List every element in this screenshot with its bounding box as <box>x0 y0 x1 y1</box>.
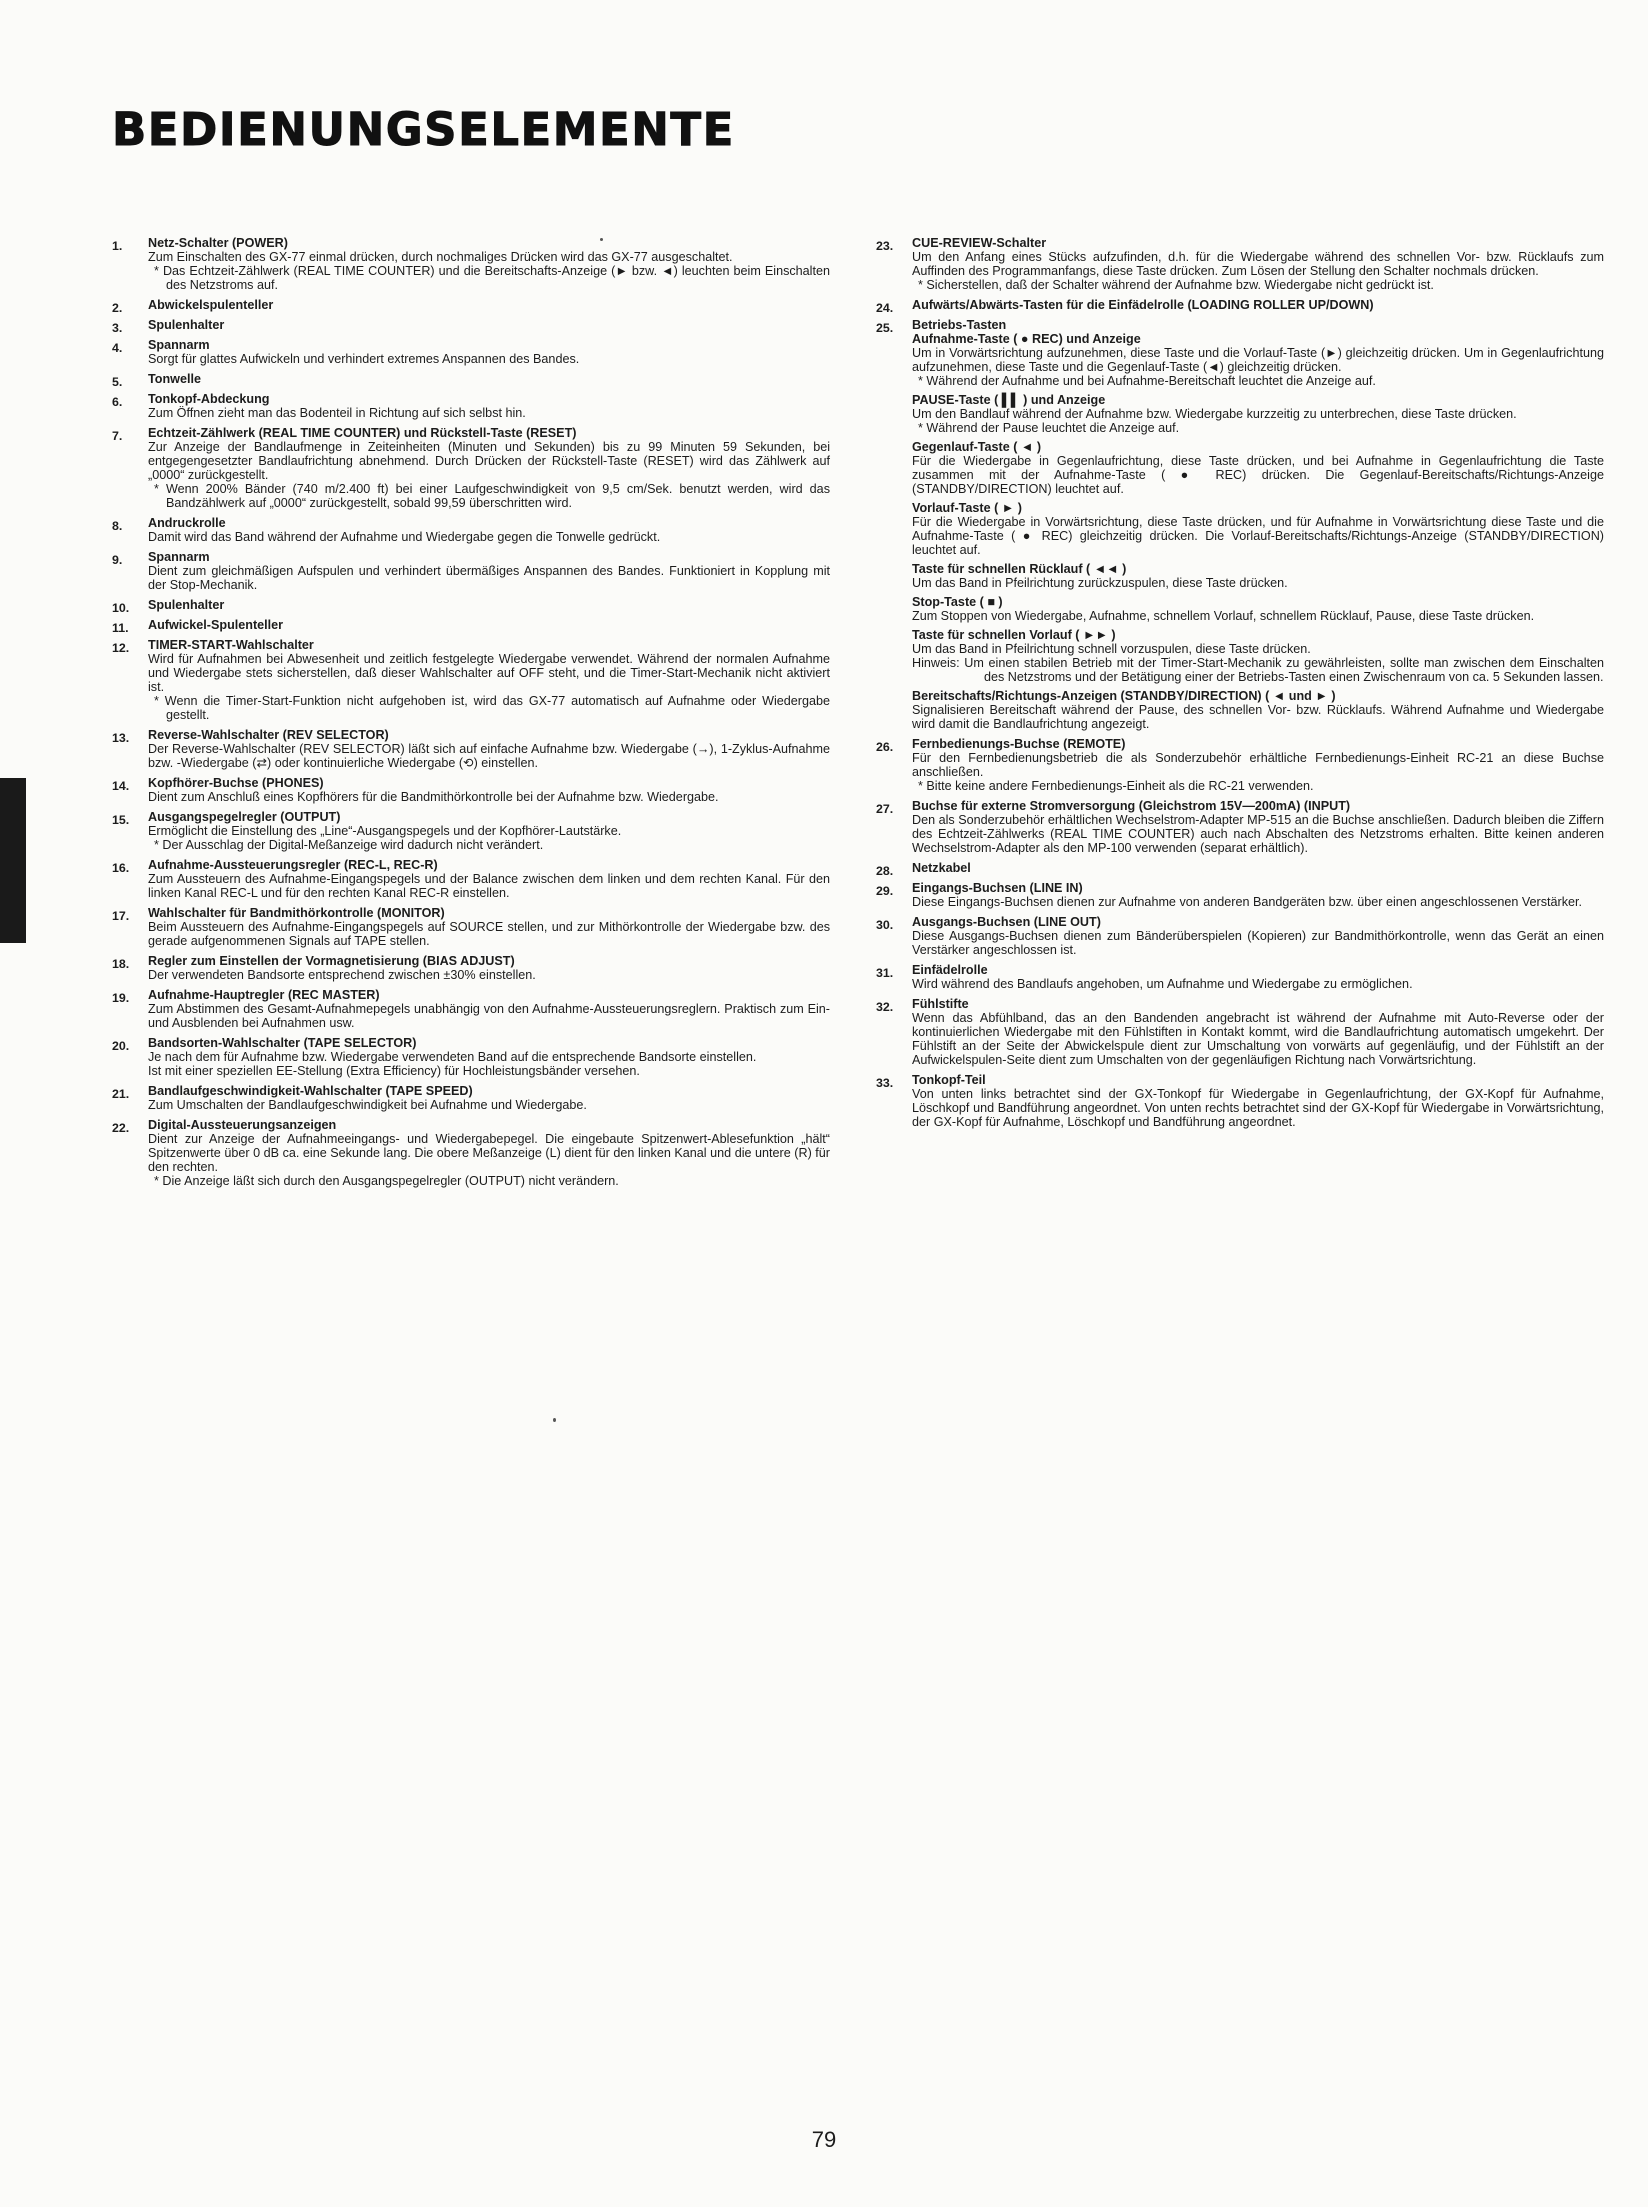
hinweis-note: Hinweis: Um einen stabilen Betrieb mit der Timer-Start-Mechanik zu gewährleisten, sollte man zwischen dem Einschalten des Netzstroms und der Betätigung einer der Betriebs-Tasten einen Zwischenraum von ca. 5 Sekunden lassen. <box>912 656 1604 684</box>
sub-text: Signalisieren Bereitschaft während der Pause, des schnellen Vor- bzw. Rücklaufs. Während Aufnahme und Wiedergabe wird damit die Bandlaufrichtung angezeigt. <box>912 703 1604 731</box>
item-text: Um den Anfang eines Stücks aufzufinden, d.h. für die Wiedergabe während des schnellen Vor- bzw. Rücklaufs zum Auffinden des Programmanfangs, diese Taste drücken. Zum Lösen der Stellung den Schalter nochmals drücken. <box>912 250 1604 278</box>
item-text: Dient zum Anschluß eines Kopfhörers für die Bandmithörkontrolle bei der Aufnahme bzw. Wiedergabe. <box>148 790 719 804</box>
list-item <box>112 372 830 389</box>
item-heading: Eingangs-Buchsen (LINE IN) <box>912 881 1083 895</box>
item-number: 22. <box>112 1121 130 1135</box>
item-heading: Fühlstifte <box>912 997 969 1011</box>
item-heading: Digital-Aussteuerungsanzeigen <box>148 1118 337 1132</box>
list-item <box>876 1073 1604 1129</box>
item-number: 19. <box>112 991 130 1005</box>
item-heading: Tonkopf-Teil <box>912 1073 986 1087</box>
item-number: 3. <box>112 321 123 335</box>
list-item <box>112 426 830 510</box>
item-text: Diese Ausgangs-Buchsen dienen zum Bänderüberspielen (Kopieren) zur Bandmithörkontrolle, wenn das Gerät an einen Verstärker angeschlossen ist. <box>912 929 1604 957</box>
list-item <box>876 737 1604 793</box>
item-heading: Aufwickel-Spulenteller <box>148 618 284 632</box>
item-number: 6. <box>112 395 123 409</box>
item-heading: Wahlschalter für Bandmithörkontrolle (MONITOR) <box>148 906 445 920</box>
item-text: Von unten links betrachtet sind der GX-Tonkopf für Wiedergabe in Gegenlaufrichtung, der GX-Kopf für Aufnahme, Löschkopf und Bandführung angeordnet. Von unten rechts betrachtet sind der GX-Kopf für Wiedergabe in Vorwärtsrichtung, der GX-Kopf für Aufnahme, Löschkopf und Bandführung angeordnet. <box>912 1087 1604 1129</box>
list-item <box>112 638 830 722</box>
item-text: Wird während des Bandlaufs angehoben, um Aufnahme und Wiedergabe zu ermöglichen. <box>912 977 1413 991</box>
item-text: Ist mit einer speziellen EE-Stellung (Extra Efficiency) für Hochleistungsbänder versehen. <box>148 1064 640 1078</box>
item-number: 21. <box>112 1087 130 1101</box>
item-text: Dient zur Anzeige der Aufnahmeeingangs- und Wiedergabepegel. Die eingebaute Spitzenwert-Ablesefunktion „hält“ Spitzenwerte über 0 dB ca. eine Sekunde lang. Die obere Meßanzeige (L) dient für den linken Kanal und die untere (R) für den rechten. <box>148 1132 830 1174</box>
list-item <box>876 963 1604 991</box>
item-heading: Spannarm <box>148 550 210 564</box>
item-heading: CUE-REVIEW-Schalter <box>912 236 1047 250</box>
item-number: 25. <box>876 321 894 335</box>
item-number: 14. <box>112 779 130 793</box>
item-note: * Bitte keine andere Fernbedienungs-Einheit als die RC-21 verwenden. <box>918 779 1314 793</box>
list-item <box>112 598 830 615</box>
sub-text: Zum Stoppen von Wiedergabe, Aufnahme, schnellem Vorlauf, schnellem Rücklauf, Pause, diese Taste drücken. <box>912 609 1535 623</box>
item-note: * Sicherstellen, daß der Schalter während der Aufnahme bzw. Wiedergabe nicht gedrückt ist. <box>918 278 1434 292</box>
list-item <box>112 618 830 635</box>
sub-note: * Während der Aufnahme und bei Aufnahme-Bereitschaft leuchtet die Anzeige auf. <box>918 374 1376 388</box>
sub-heading: Bereitschafts/Richtungs-Anzeigen (STANDBY/DIRECTION) ( ◄ und ► ) <box>912 689 1336 703</box>
item-heading: Fernbedienungs-Buchse (REMOTE) <box>912 737 1126 751</box>
item-number: 8. <box>112 519 123 533</box>
item-heading: Abwickelspulenteller <box>148 298 274 312</box>
left-column <box>112 236 830 1194</box>
item-heading: Betriebs-Tasten <box>912 318 1007 332</box>
item-heading: Aufwärts/Abwärts-Tasten für die Einfädelrolle (LOADING ROLLER UP/DOWN) <box>912 298 1374 312</box>
item-text: Zur Anzeige der Bandlaufmenge in Zeiteinheiten (Minuten und Sekunden) bis zu 99 Minuten 59 Sekunden, bei entgegengesetzter Bandlaufrichtung abnehmend. Durch Drücken der Rückstell-Taste (RESET) wird das Zählwerk auf „0000“ zurückgestellt. <box>148 440 830 482</box>
list-item <box>112 550 830 592</box>
page-number: 79 <box>811 2127 837 2152</box>
item-text: Für den Fernbedienungsbetrieb die als Sonderzubehör erhältliche Fernbedienungs-Einheit RC-21 an diese Buchse anschließen. <box>912 751 1604 779</box>
list-item <box>112 236 830 292</box>
item-number: 10. <box>112 601 130 615</box>
item-heading: Spulenhalter <box>148 598 225 612</box>
list-item <box>876 997 1604 1067</box>
item-text: Je nach dem für Aufnahme bzw. Wiedergabe verwendeten Band auf die entsprechende Bandsorte einstellen. <box>148 1050 757 1064</box>
item-number: 9. <box>112 553 123 567</box>
item-heading: TIMER-START-Wahlschalter <box>148 638 314 652</box>
list-item <box>112 1036 830 1078</box>
item-heading: Reverse-Wahlschalter (REV SELECTOR) <box>148 728 389 742</box>
item-heading: Echtzeit-Zählwerk (REAL TIME COUNTER) und Rückstell-Taste (RESET) <box>148 426 577 440</box>
item-number: 5. <box>112 375 123 389</box>
item-text: Zum Abstimmen des Gesamt-Aufnahmepegels unabhängig von den Aufnahme-Aussteuerungsreglern. Praktisch zum Ein- und Ausblenden bei Aufnahmen usw. <box>148 1002 830 1030</box>
item-number: 1. <box>112 239 123 253</box>
list-item <box>876 298 1604 315</box>
item-heading: Spulenhalter <box>148 318 225 332</box>
list-item <box>112 954 830 982</box>
list-item <box>112 1084 830 1112</box>
item-note: * Der Ausschlag der Digital-Meßanzeige wird dadurch nicht verändert. <box>154 838 544 852</box>
list-item <box>112 338 830 366</box>
list-item <box>112 298 830 315</box>
item-heading: Andruckrolle <box>148 516 226 530</box>
item-number: 20. <box>112 1039 130 1053</box>
list-item <box>112 318 830 335</box>
sub-heading: Aufnahme-Taste ( ● REC) und Anzeige <box>912 332 1141 346</box>
sub-text: Um in Vorwärtsrichtung aufzunehmen, diese Taste und die Vorlauf-Taste (►) gleichzeitig drücken. Um in Gegenlaufrichtung aufzunehmen, diese Taste und die Gegenlauf-Taste (◄) gleichzeitig drücken. <box>912 346 1604 374</box>
item-number: 4. <box>112 341 123 355</box>
list-item <box>876 881 1604 909</box>
list-item <box>112 810 830 852</box>
item-text: Zum Öffnen zieht man das Bodenteil in Richtung auf sich selbst hin. <box>148 406 526 420</box>
list-item <box>876 915 1604 957</box>
item-heading: Kopfhörer-Buchse (PHONES) <box>148 776 324 790</box>
item-number: 32. <box>876 1000 894 1014</box>
item-text: Den als Sonderzubehör erhältlichen Wechselstrom-Adapter MP-515 an die Buchse anschließen. Dadurch bleiben die Ziffern des Echtzeit-Zählwerks (REAL TIME COUNTER) auch nach Abschalten des Netzstroms erhalten. Bitte keinen anderen Wechselstrom-Adapter als den MP-100 verwenden (separat erhältlich). <box>912 813 1604 855</box>
item-number: 16. <box>112 861 130 875</box>
item-number: 13. <box>112 731 130 745</box>
item-text: Zum Einschalten des GX-77 einmal drücken, durch nochmaliges Drücken wird das GX-77 ausgeschaltet. <box>148 250 733 264</box>
item-note: * Wenn die Timer-Start-Funktion nicht aufgehoben ist, wird das GX-77 automatisch auf Aufnahme oder Wiedergabe gestellt. <box>154 694 830 722</box>
page-title: BEDIENUNGSELEMENTE <box>112 103 735 156</box>
item-number: 15. <box>112 813 130 827</box>
sub-heading: Gegenlauf-Taste ( ◄ ) <box>912 440 1042 454</box>
item-note: * Die Anzeige läßt sich durch den Ausgangspegelregler (OUTPUT) nicht verändern. <box>154 1174 619 1188</box>
page-edge-mark <box>0 778 26 943</box>
item-heading: Netzkabel <box>912 861 971 875</box>
list-item <box>112 1118 830 1188</box>
item-heading: Ausgangs-Buchsen (LINE OUT) <box>912 915 1101 929</box>
item-number: 18. <box>112 957 130 971</box>
item-number: 17. <box>112 909 130 923</box>
sub-heading: Taste für schnellen Vorlauf ( ►► ) <box>912 628 1116 642</box>
item-note: * Wenn 200% Bänder (740 m/2.400 ft) bei einer Laufgeschwindigkeit von 9,5 cm/Sek. benutzt werden, wird das Bandzählwerk auf „0000“ zurückgestellt, sobald 99,59 überschritten wird. <box>154 482 830 510</box>
sub-heading: Stop-Taste ( ■ ) <box>912 595 1003 609</box>
item-heading: Einfädelrolle <box>912 963 988 977</box>
item-number: 29. <box>876 884 894 898</box>
list-item <box>112 776 830 804</box>
item-text: Dient zum gleichmäßigen Aufspulen und verhindert übermäßiges Anspannen des Bandes. Funktioniert in Kopplung mit der Stop-Mechanik. <box>148 564 830 592</box>
item-heading: Tonkopf-Abdeckung <box>148 392 270 406</box>
item-text: Sorgt für glattes Aufwickeln und verhindert extremes Anspannen des Bandes. <box>148 352 580 366</box>
sub-text: Um das Band in Pfeilrichtung zurückzuspulen, diese Taste drücken. <box>912 576 1288 590</box>
item-number: 2. <box>112 301 123 315</box>
item-text: Der verwendeten Bandsorte entsprechend zwischen ±30% einstellen. <box>148 968 536 982</box>
item-text: Zum Umschalten der Bandlaufgeschwindigkeit bei Aufnahme und Wiedergabe. <box>148 1098 587 1112</box>
item-text: Wird für Aufnahmen bei Abwesenheit und zeitlich festgelegte Wiedergabe verwendet. Während der normalen Aufnahme und Wiedergabe stets sicherstellen, daß dieser Wahlschalter auf OFF steht, und die Timer-Start-Mechanik nicht aktiviert ist. <box>148 652 830 694</box>
list-item <box>876 799 1604 855</box>
list-item <box>112 392 830 420</box>
item-heading: Tonwelle <box>148 372 201 386</box>
list-item <box>112 728 830 770</box>
list-item <box>112 516 830 544</box>
item-text: Ermöglicht die Einstellung des „Line“-Ausgangspegels und der Kopfhörer-Lautstärke. <box>148 824 622 838</box>
item-note: * Das Echtzeit-Zählwerk (REAL TIME COUNTER) und die Bereitschafts-Anzeige (► bzw. ◄) leuchten beim Einschalten des Netzstroms auf. <box>154 264 830 292</box>
item-text: Damit wird das Band während der Aufnahme und Wiedergabe gegen die Tonwelle gedrückt. <box>148 530 661 544</box>
item-number: 28. <box>876 864 894 878</box>
item-text: Beim Aussteuern des Aufnahme-Eingangspegels auf SOURCE stellen, und zur Mithörkontrolle der Wiedergabe bzw. des gerade aufgenommenen Signals auf TAPE stellen. <box>148 920 830 948</box>
list-item <box>876 861 1604 878</box>
item-heading: Buchse für externe Stromversorgung (Gleichstrom 15V—200mA) (INPUT) <box>912 799 1351 813</box>
sub-heading: Taste für schnellen Rücklauf ( ◄◄ ) <box>912 562 1127 576</box>
sub-heading: Vorlauf-Taste ( ► ) <box>912 501 1022 515</box>
sub-text: Für die Wiedergabe in Vorwärtsrichtung, diese Taste drücken, und für Aufnahme in Vorwärtsrichtung diese Taste und die Aufnahme-Taste ( ● REC) gleichzeitig drücken. Die Vorlauf-Bereitschafts/Richtungs-Anzeige (STANDBY/DIRECTION) leuchtet auf. <box>912 515 1604 557</box>
item-heading: Regler zum Einstellen der Vormagnetisierung (BIAS ADJUST) <box>148 954 515 968</box>
right-column <box>876 236 1604 1135</box>
item-heading: Spannarm <box>148 338 210 352</box>
sub-text: Um den Bandlauf während der Aufnahme bzw. Wiedergabe kurzzeitig zu unterbrechen, diese Taste drücken. <box>912 407 1517 421</box>
item-heading: Bandlaufgeschwindigkeit-Wahlschalter (TAPE SPEED) <box>148 1084 473 1098</box>
item-number: 31. <box>876 966 894 980</box>
sub-heading: PAUSE-Taste ( ▌▌ ) und Anzeige <box>912 393 1106 407</box>
item-number: 24. <box>876 301 894 315</box>
item-heading: Netz-Schalter (POWER) <box>148 236 288 250</box>
item-number: 12. <box>112 641 130 655</box>
list-item <box>112 858 830 900</box>
item-number: 7. <box>112 429 123 443</box>
item-number: 11. <box>112 621 129 635</box>
item-number: 27. <box>876 802 894 816</box>
item-text: Wenn das Abfühlband, das an den Bandenden angebracht ist während der Aufnahme mit Auto-Reverse oder der kontinuierlichen Wiedergabe mit den Fühlstiften in Kontakt kommt, wird die Bandlaufrichtung automatisch umgekehrt. Der Fühlstift an der Seite der Abwickelspule dient zur Umschaltung von vorwärts auf gegenläufig, und der Fühlstift an der Aufwickelspulen-Seite dient zum Umschalten von der gegenläufigen Richtung nach Vorwärtsrichtung. <box>912 1011 1604 1067</box>
item-number: 23. <box>876 239 894 253</box>
sub-text: Für die Wiedergabe in Gegenlaufrichtung, diese Taste drücken, und bei Aufnahme in Gegenlaufrichtung die Taste zusammen mit der Aufnahme-Taste ( ● REC) drücken. Die Gegenlauf-Bereitschafts/Richtungs-Anzeige (STANDBY/DIRECTION) leuchtet auf. <box>912 454 1604 496</box>
list-item <box>876 236 1604 292</box>
item-number: 26. <box>876 740 894 754</box>
item-text: Zum Aussteuern des Aufnahme-Eingangspegels und der Balance zwischen dem linken und dem rechten Kanal. Für den linken Kanal REC-L und für den rechten Kanal REC-R einstellen. <box>148 872 830 900</box>
sub-note: * Während der Pause leuchtet die Anzeige auf. <box>918 421 1180 435</box>
item-number: 33. <box>876 1076 894 1090</box>
item-heading: Aufnahme-Hauptregler (REC MASTER) <box>148 988 380 1002</box>
list-item <box>112 906 830 948</box>
item-heading: Ausgangspegelregler (OUTPUT) <box>148 810 341 824</box>
list-item <box>112 988 830 1030</box>
item-text: Diese Eingangs-Buchsen dienen zur Aufnahme von anderen Bandgeräten bzw. über einen angeschlossenen Verstärker. <box>912 895 1583 909</box>
item-number: 30. <box>876 918 894 932</box>
item-text: Der Reverse-Wahlschalter (REV SELECTOR) läßt sich auf einfache Aufnahme bzw. Wiedergabe (→), 1-Zyklus-Aufnahme bzw. -Wiedergabe (⇄) oder kontinuierliche Wiedergabe (⟲) einstellen. <box>148 742 830 770</box>
list-item <box>876 318 1604 731</box>
item-heading: Bandsorten-Wahlschalter (TAPE SELECTOR) <box>148 1036 417 1050</box>
print-speck <box>553 1418 556 1422</box>
item-heading: Aufnahme-Aussteuerungsregler (REC-L, REC-R) <box>148 858 438 872</box>
sub-text: Um das Band in Pfeilrichtung schnell vorzuspulen, diese Taste drücken. <box>912 642 1311 656</box>
